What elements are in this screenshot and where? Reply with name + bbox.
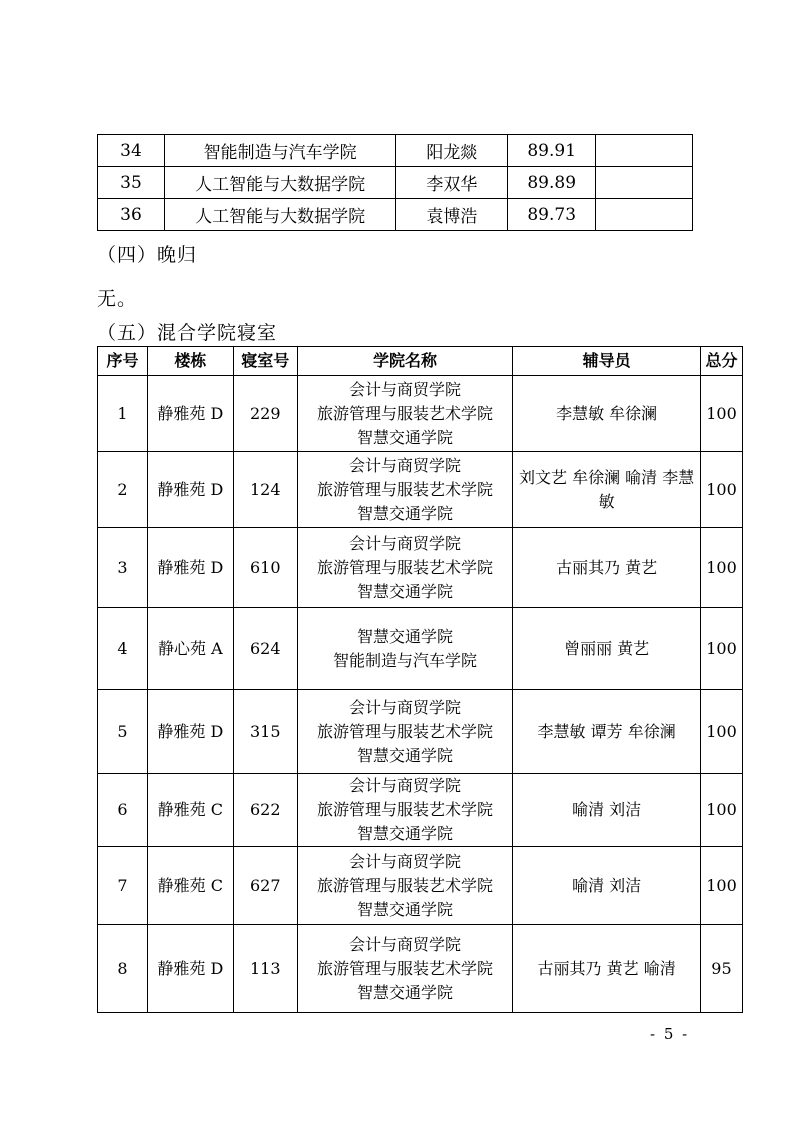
cell-name: 袁博浩	[396, 199, 508, 231]
college-name: 会计与商贸学院	[349, 533, 462, 553]
college-name: 会计与商贸学院	[349, 851, 462, 871]
cell-colleges	[297, 774, 513, 847]
college-name: 智慧交通学院	[357, 581, 454, 601]
cell-score: 89.89	[508, 167, 596, 199]
cell-total: 100	[700, 847, 742, 925]
cell-room: 229	[233, 376, 297, 452]
college-name: 智能制造与汽车学院	[333, 650, 478, 670]
cell-counselor: 古丽其乃 黄艺 喻清	[513, 925, 701, 1013]
cell-no: 6	[98, 774, 148, 847]
cell-room: 610	[233, 528, 297, 608]
cell-college: 人工智能与大数据学院	[164, 199, 396, 231]
college-name: 旅游管理与服装艺术学院	[317, 958, 494, 978]
college-name: 智慧交通学院	[357, 427, 454, 447]
cell-room: 315	[233, 690, 297, 774]
cell-score: 89.73	[508, 199, 596, 231]
cell-no: 7	[98, 847, 148, 925]
cell-score: 89.91	[508, 135, 596, 167]
section-5-heading: （五）混合学院寝室	[97, 322, 278, 344]
cell-no: 4	[98, 608, 148, 690]
cell-building: 静雅苑 C	[147, 847, 233, 925]
page-number: - 5 -	[650, 1025, 690, 1043]
college-name: 智慧交通学院	[357, 626, 454, 646]
college-name: 旅游管理与服装艺术学院	[317, 403, 494, 423]
table-row	[98, 608, 743, 690]
cell-room: 124	[233, 452, 297, 528]
cell-colleges	[297, 690, 513, 774]
cell-building: 静雅苑 C	[147, 774, 233, 847]
college-name: 旅游管理与服装艺术学院	[317, 479, 494, 499]
table-row	[98, 452, 743, 528]
college-name: 会计与商贸学院	[349, 697, 462, 717]
cell-counselor: 古丽其乃 黄艺	[513, 528, 701, 608]
cell-no: 8	[98, 925, 148, 1013]
cell-college: 智能制造与汽车学院	[164, 135, 396, 167]
college-name: 智慧交通学院	[357, 503, 454, 523]
table-row	[98, 376, 743, 452]
cell-total: 100	[700, 376, 742, 452]
cell-counselor: 李慧敏 牟徐澜	[513, 376, 701, 452]
cell-no: 1	[98, 376, 148, 452]
cell-counselor: 曾丽丽 黄艺	[513, 608, 701, 690]
college-name: 旅游管理与服装艺术学院	[317, 800, 494, 819]
cell-total: 95	[700, 925, 742, 1013]
table-row	[98, 690, 743, 774]
cell-colleges	[297, 376, 513, 452]
cell-total: 100	[700, 690, 742, 774]
college-name: 智慧交通学院	[357, 745, 454, 765]
cell-no: 34	[98, 135, 165, 167]
cell-building: 静心苑 A	[147, 608, 233, 690]
cell-room: 622	[233, 774, 297, 847]
cell-no: 35	[98, 167, 165, 199]
table-row	[98, 167, 693, 199]
cell-total: 100	[700, 452, 742, 528]
cell-building: 静雅苑 D	[147, 376, 233, 452]
cell-counselor: 李慧敏 谭芳 牟徐澜	[513, 690, 701, 774]
section-4-content: 无。	[97, 288, 138, 310]
table-row	[98, 847, 743, 925]
cell-no: 3	[98, 528, 148, 608]
cell-total: 100	[700, 774, 742, 847]
table-row	[98, 528, 743, 608]
cell-no: 2	[98, 452, 148, 528]
cell-remark	[596, 199, 693, 231]
college-name: 智慧交通学院	[357, 899, 454, 919]
cell-name: 李双华	[396, 167, 508, 199]
cell-building: 静雅苑 D	[147, 528, 233, 608]
college-name: 智慧交通学院	[357, 982, 454, 1002]
table-row	[98, 199, 693, 231]
cell-room: 113	[233, 925, 297, 1013]
cell-colleges	[297, 528, 513, 608]
cell-no: 36	[98, 199, 165, 231]
cell-counselor: 喻清 刘洁	[513, 847, 701, 925]
table-row	[98, 135, 693, 167]
college-name: 会计与商贸学院	[349, 776, 462, 795]
college-name: 会计与商贸学院	[349, 455, 462, 475]
cell-colleges	[297, 925, 513, 1013]
cell-total: 100	[700, 608, 742, 690]
cell-no: 5	[98, 690, 148, 774]
cell-building: 静雅苑 D	[147, 690, 233, 774]
cell-room: 624	[233, 608, 297, 690]
table-row	[98, 774, 743, 847]
cell-name: 阳龙燚	[396, 135, 508, 167]
college-name: 智慧交通学院	[357, 824, 454, 843]
college-name: 旅游管理与服装艺术学院	[317, 557, 494, 577]
cell-remark	[596, 167, 693, 199]
college-name: 旅游管理与服装艺术学院	[317, 875, 494, 895]
cell-counselor: 喻清 刘洁	[513, 774, 701, 847]
header-counselor: 辅导员	[513, 347, 701, 376]
cell-room: 627	[233, 847, 297, 925]
cell-colleges	[297, 452, 513, 528]
table-row	[98, 925, 743, 1013]
section-4-heading: （四）晚归	[97, 244, 198, 266]
college-name: 旅游管理与服装艺术学院	[317, 721, 494, 741]
cell-building: 静雅苑 D	[147, 452, 233, 528]
header-no: 序号	[98, 347, 148, 376]
cell-colleges	[297, 608, 513, 690]
mixed-dorm-table	[97, 346, 743, 1013]
cell-remark	[596, 135, 693, 167]
header-building: 楼栋	[147, 347, 233, 376]
cell-colleges	[297, 847, 513, 925]
college-name: 会计与商贸学院	[349, 379, 462, 399]
cell-building: 静雅苑 D	[147, 925, 233, 1013]
cell-college: 人工智能与大数据学院	[164, 167, 396, 199]
college-name: 会计与商贸学院	[349, 934, 462, 954]
continuation-table	[97, 134, 693, 231]
cell-counselor: 刘文艺 牟徐澜 喻清 李慧敏	[513, 452, 701, 528]
header-total: 总分	[700, 347, 742, 376]
cell-total: 100	[700, 528, 742, 608]
table-header-row	[98, 347, 743, 376]
header-room: 寝室号	[233, 347, 297, 376]
header-college: 学院名称	[297, 347, 513, 376]
